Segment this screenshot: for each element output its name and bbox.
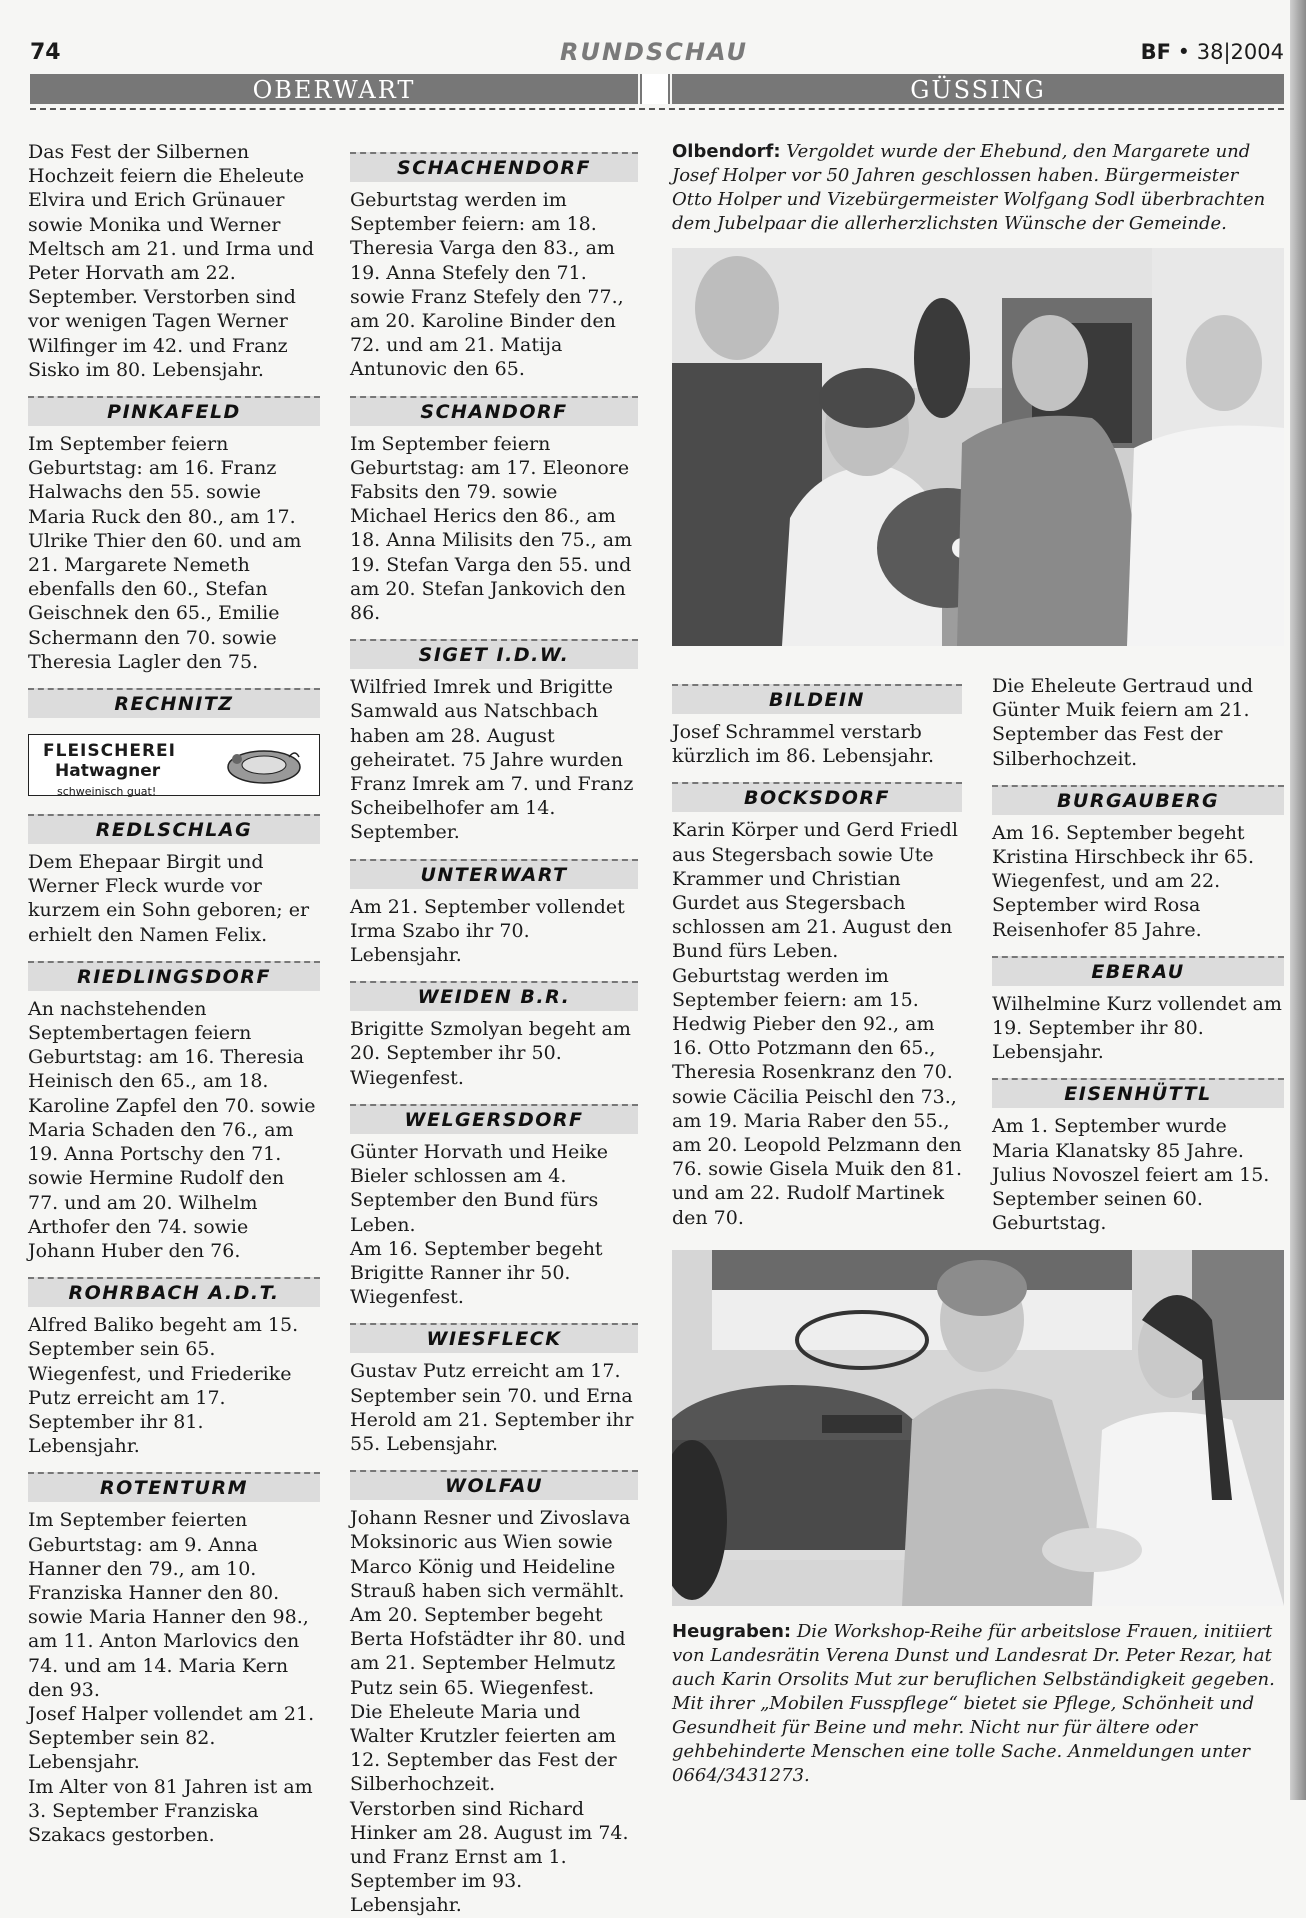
article-text: Im September feierten Geburtstag: am 9. Anna Hanner den 79., am 10. Franziska Hanner den 80. sowie Maria Hanner den 98., am 11. Anton Marlovics den 74. und am 14. Maria Kern den 93. [28,1509,309,1701]
column-4 [992,674,1284,1235]
photo-caption-olbendorf [672,140,1278,236]
article-text: Gustav Putz erreicht am 17. September sein 70. und Erna Herold am 21. September ihr 55. Lebensjahr. [350,1360,634,1455]
heading-riedlingsdorf: RIEDLINGSDORF [28,961,320,991]
heading-rotenturm: ROTENTURM [28,1472,320,1502]
heading-burgauberg: BURGAUBERG [992,785,1284,815]
article-text: Im September feiern Geburtstag: am 16. Franz Halwachs den 55. sowie Maria Ruck den 80., am 17. Ulrike Thier den 60. und am 21. Margarete Nemeth ebenfalls den 60., Stefan Geischnek den 65., Emilie Schermann den 70. sowie Theresia Lagler den 75. [28,433,302,673]
article-text: Geburtstag werden im September feiern: am 18. Theresia Varga den 83., am 19. Anna Stefely den 71. sowie Franz Stefely den 77., am 20. Karoline Binder den 72. und am 21. Matija Antunovic den 65. [350,189,624,381]
publication-title: RUNDSCHAU [560,38,748,66]
heading-unterwart: UNTERWART [350,859,638,889]
article-text: Karin Körper und Gerd Friedl aus Stegersbach sowie Ute Krammer und Christian Gurdet aus Stegersbach schlossen am 21. August den Bund fürs Leben. [672,819,958,963]
article-text: Alfred Baliko begeht am 15. September sein 65. Wiegenfest, und Friederike Putz erreicht am 17. September ihr 81. Lebensjahr. [28,1314,299,1458]
advertisement-fleischerei [28,734,320,799]
issue-separator: • [1177,40,1191,64]
article-text: Am 1. September wurde Maria Klanatsky 85 Jahre. [992,1115,1244,1162]
page-number: 74 [30,40,61,65]
caption-text: Die Workshop-Reihe für arbeitslose Frauen, initiiert von Landesrätin Verena Dunst und Landesrat Dr. Peter Rezar, hat auch Karin Orsolits Mut zur beruflichen Selbständigkeit gegeben. Mit ihrer „Mobilen Fusspflege“ bietet sie Pflege, Schönheit und Gesundheit für Beine und mehr. Nicht nur für ältere oder gehbehinderte Menschen eine tolle Sache. Anmeldungen unter 0664/3431273. [672,1621,1275,1786]
article-text: Wilhelmine Kurz vollendet am 19. September ihr 80. Lebensjahr. [992,992,1282,1064]
column-1 [28,140,320,1847]
issue-brand: BF [1140,40,1171,64]
article-text: Dem Ehepaar Birgit und Werner Fleck wurde vor kurzem ein Sohn geboren; er erhielt den Namen Felix. [28,851,310,946]
article-text: Im Alter von 81 Jahren ist am 3. September Franziska Szakacs gestorben. [28,1775,313,1846]
heading-pinkafeld: PINKAFELD [28,396,320,426]
heading-wiesfleck: WIESFLECK [350,1323,638,1353]
heading-bildein: BILDEIN [672,684,962,714]
heading-rechnitz: RECHNITZ [28,688,320,718]
article-text: Günter Horvath und Heike Bieler schlossen am 4. September den Bund fürs Leben. [350,1140,609,1236]
photo-caption-heugraben [672,1620,1284,1788]
article-text: Julius Novoszel feiert am 15. September seinen 60. Geburtstag. [992,1163,1270,1235]
caption-place: Heugraben: [672,1621,792,1642]
article-text: Wilfried Imrek und Brigitte Samwald aus Natschbach haben am 28. August geheiratet. 75 Jahre wurden Franz Imrek am 7. und Franz Scheibelhofer am 14. September. [350,676,634,844]
article-text: Geburtstag werden im September feiern: am 15. Hedwig Pieber den 92., am 16. Otto Potzmann den 65., Theresia Rosenkranz den 70. sowie Cäcilia Peischl den 73., am 19. Maria Raber den 55., am 20. Leopold Pelzmann den 76. sowie Gisela Muik den 81. und am 22. Rudolf Martinek den 70. [672,964,962,1229]
section-bar-guessing: GÜSSING [672,74,1284,104]
heading-eberau: EBERAU [992,956,1284,986]
photo-heugraben-footcare [672,1250,1284,1606]
heading-schandorf: SCHANDORF [350,396,638,426]
header-dashed-rule [30,108,1284,110]
section-bar-divider [640,74,670,104]
article-text: Josef Schrammel verstarb kürzlich im 86. Lebensjahr. [672,721,935,768]
heading-bocksdorf: BOCKSDORF [672,782,962,812]
heading-redlschlag: REDLSCHLAG [28,814,320,844]
article-text: Das Fest der Silbernen Hochzeit feiern die Eheleute Elvira und Erich Grünauer sowie Monika und Werner Meltsch am 21. und Irma und Peter Horvath am 22. September. Verstorben sind vor wenigen Tagen Werner Wilfinger im 42. und Franz Sisko im 80. Lebensjahr. [28,141,315,381]
caption-place: Olbendorf: [672,141,781,162]
page-binding-edge [1290,0,1306,1800]
article-text: Brigitte Szmolyan begeht am 20. September ihr 50. Wiegenfest. [350,1018,631,1089]
heading-schachendorf: SCHACHENDORF [350,152,638,182]
article-text: An nachstehenden Septembertagen feiern Geburtstag: am 16. Theresia Heinisch den 65., am 18. Karoline Zapfel den 70. sowie Maria Schaden den 76., am 19. Anna Portschy den 71. sowie Hermine Rudolf den 77. und am 20. Wilhelm Arthofer den 74. sowie Johann Huber den 76. [28,997,316,1262]
column-3 [672,672,962,1230]
article-text: Verstorben sind Richard Hinker am 28. August im 74. und Franz Ernst am 1. September im 93. Lebensjahr. [350,1797,629,1917]
caption-text: Vergoldet wurde der Ehebund, den Margarete und Josef Holper vor 50 Jahren geschlossen haben. Bürgermeister Otto Holper und Vizebürgermeister Wolfgang Sodl überbrachten dem Jubelpaar die allerherzlichsten Wünsche der Gemeinde. [672,141,1266,234]
article-text: Am 16. September begeht Brigitte Ranner ihr 50. Wiegenfest. [350,1237,603,1309]
column-2 [350,140,638,1918]
pig-logo-icon [223,743,305,787]
ad-line-1: FLEISCHEREI [43,741,176,762]
heading-eisenhuettl: EISENHÜTTL [992,1078,1284,1108]
article-text: Josef Halper vollendet am 21. September sein 82. Lebensjahr. [28,1702,315,1774]
issue-number: 38|2004 [1196,40,1284,64]
article-text: Die Eheleute Gertraud und Günter Muik feiern am 21. September das Fest der Silberhochzeit. [992,675,1254,770]
heading-welgersdorf: WELGERSDORF [350,1104,638,1134]
heading-wolfau: WOLFAU [350,1470,638,1500]
photo-olbendorf-group [672,248,1284,646]
article-text: Die Eheleute Maria und Walter Krutzler feierten am 12. September das Fest der Silberhochzeit. [350,1700,617,1796]
article-text: Johann Resner und Zivoslava Moksinoric aus Wien sowie Marco König und Heideline Strauß haben sich vermählt. Am 20. September begeht Berta Hofstädter ihr 80. und am 21. September Helmutz Putz sein 65. Wiegenfest. [350,1507,631,1699]
article-text: Am 21. September vollendet Irma Szabo ihr 70. Lebensjahr. [350,895,625,967]
ad-slogan: schweinisch guat! [57,785,157,799]
heading-weiden: WEIDEN B.R. [350,981,638,1011]
heading-rohrbach: ROHRBACH A.D.T. [28,1277,320,1307]
article-text: Am 16. September begeht Kristina Hirschbeck ihr 65. Wiegenfest, und am 22. September wird Rosa Reisenhofer 85 Jahre. [992,821,1255,941]
article-text: Im September feiern Geburtstag: am 17. Eleonore Fabsits den 79. sowie Michael Herics den 86., am 18. Anna Milisits den 75., am 19. Stefan Varga den 55. und am 20. Stefan Jankovich den 86. [350,432,633,625]
issue-info [1141,40,1284,64]
section-bar-oberwart: OBERWART [30,74,638,104]
heading-siget: SIGET I.D.W. [350,639,638,669]
ad-line-2: Hatwagner [55,761,161,782]
